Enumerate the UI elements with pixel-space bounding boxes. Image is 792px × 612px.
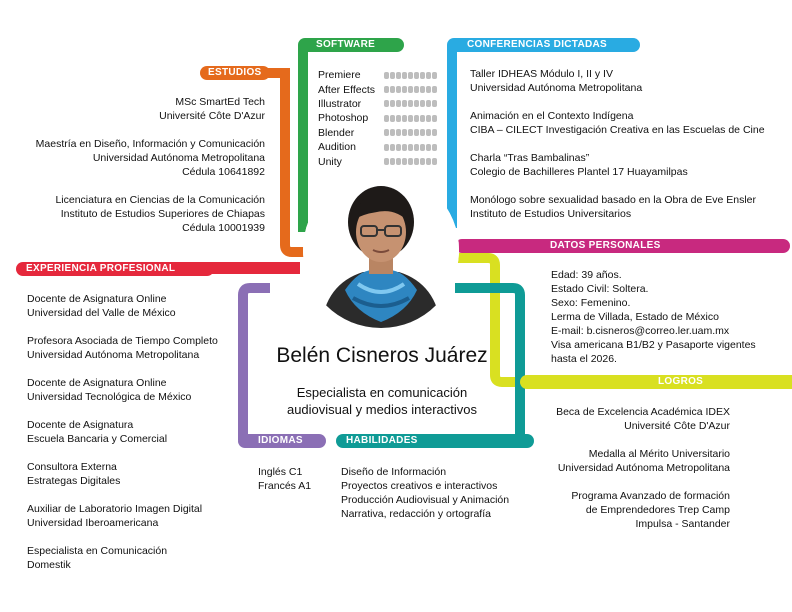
skill-level-bar [384,144,437,151]
experiencia-item: Docente de Asignatura Online Universidad Tecnológica de México [27,377,192,403]
software-row [318,154,437,168]
software-name: Photoshop [318,112,369,125]
skill-dot [408,158,413,165]
skill-level-bar [384,100,437,107]
skill-dot [384,115,389,122]
skill-dot [402,72,407,79]
skill-dot [432,100,437,107]
skill-dot [408,72,413,79]
skill-dot [426,115,431,122]
header-idiomas: IDIOMAS [238,434,326,448]
skill-dot [390,115,395,122]
header-datos: DATOS PERSONALES [455,239,790,253]
habilidad-item: Diseño de Información [341,466,447,478]
skill-dot [420,86,425,93]
idiomas-section [258,465,311,493]
skill-dot [426,129,431,136]
skill-dot [390,158,395,165]
skill-dot [420,100,425,107]
skill-dot [396,115,401,122]
skill-dot [426,158,431,165]
experiencia-item: Auxiliar de Laboratorio Imagen Digital Universidad Iberoamericana [27,503,203,529]
header-software: SOFTWARE [298,38,404,52]
conferencia-item: Monólogo sobre sexualidad basado en la Obra de Eve Ensler Instituto de Estudios Universitarios [470,194,757,220]
software-list [318,68,437,169]
skill-dot [396,86,401,93]
profile-title: Especialista en comunicación audiovisual y medios interactivos [286,385,478,417]
experiencia-item: Profesora Asociada de Tiempo Completo Universidad Autónoma Metropolitana [27,335,218,361]
skill-level-bar [384,86,437,93]
estudios-item: MSc SmartEd Tech Université Côte D'Azur [159,96,265,122]
skill-dot [384,100,389,107]
estudios-item: Licenciatura en Ciencias de la Comunicación Instituto de Estudios Superiores de Chiapas Cédula 10001939 [55,194,265,234]
skill-dot [420,72,425,79]
conferencia-item: Taller IDHEAS Módulo I, II y IV Universidad Autónoma Metropolitana [470,68,643,94]
skill-level-bar [384,115,437,122]
portrait-illustration [303,172,459,328]
skill-dot [396,144,401,151]
skill-dot [402,100,407,107]
logro-item: Beca de Excelencia Académica IDEX Université Côte D'Azur [556,406,730,432]
skill-dot [390,144,395,151]
skill-dot [384,158,389,165]
skill-dot [396,129,401,136]
skill-dot [426,100,431,107]
datos-section: Edad: 39 años. Estado Civil: Soltera. Sexo: Femenino. Lerma de Villada, Estado de México E-mail: b.cisneros@correo.ler.uam.mx Visa americana B1/B2 y Pasaporte vigentes hasta el 2026. [551,269,756,365]
experiencia-item: Especialista en Comunicación Domestik [27,545,168,571]
skill-dot [390,129,395,136]
software-row [318,111,437,125]
skill-dot [426,72,431,79]
skill-dot [426,144,431,151]
email-text: E-mail: b.cisneros@correo.ler.uam.mx [551,325,730,337]
header-estudios: ESTUDIOS [200,66,270,80]
software-name: Audition [318,141,356,154]
habilidad-item: Producción Audiovisual y Animación [341,494,510,506]
idioma-item: Francés A1 [258,480,312,492]
skill-dot [432,115,437,122]
skill-dot [414,86,419,93]
software-row [318,82,437,96]
skill-dot [414,129,419,136]
skill-dot [414,115,419,122]
skill-dot [396,158,401,165]
skill-dot [432,144,437,151]
skill-level-bar [384,129,437,136]
skill-dot [396,72,401,79]
skill-dot [402,86,407,93]
header-conferencias: CONFERENCIAS DICTADAS [447,38,640,52]
skill-dot [432,86,437,93]
skill-dot [390,86,395,93]
logro-item: Medalla al Mérito Universitario Universidad Autónoma Metropolitana [557,448,730,474]
software-name: Premiere [318,69,361,82]
skill-dot [408,100,413,107]
skill-dot [390,72,395,79]
skill-dot [384,72,389,79]
experiencia-item: Docente de Asignatura Escuela Bancaria y Comercial [27,419,168,445]
skill-dot [384,86,389,93]
skill-dot [414,72,419,79]
software-row [318,68,437,82]
conferencias-section [470,67,765,235]
logros-section [556,405,730,545]
experiencia-item: Consultora Externa Estrategas Digitales [27,461,121,487]
skill-dot [408,144,413,151]
experiencia-section [27,292,218,586]
conferencia-item: Charla “Tras Bambalinas” Colegio de Bachilleres Plantel 17 Huayamilpas [470,152,688,178]
software-name: After Effects [318,83,375,96]
skill-level-bar [384,72,437,79]
experiencia-item: Docente de Asignatura Online Universidad del Valle de México [27,293,176,319]
skill-dot [402,144,407,151]
header-logros: LOGROS [520,375,792,389]
header-experiencia: EXPERIENCIA PROFESIONAL [16,262,214,276]
skill-dot [402,158,407,165]
profile-photo [303,172,459,328]
skill-dot [408,129,413,136]
software-name: Illustrator [318,97,362,110]
skill-dot [420,158,425,165]
estudios-item: Maestría en Diseño, Información y Comunicación Universidad Autónoma Metropolitana Cédula 10641892 [35,138,265,178]
skill-dot [414,158,419,165]
skill-dot [432,72,437,79]
skill-dot [432,129,437,136]
habilidades-section [341,465,509,521]
skill-dot [396,100,401,107]
profile-name: Belén Cisneros Juárez [276,344,488,367]
skill-dot [408,115,413,122]
skill-dot [420,144,425,151]
software-row [318,140,437,154]
skill-dot [420,115,425,122]
skill-dot [414,144,419,151]
conferencia-item: Animación en el Contexto Indígena CIBA – CILECT Investigación Creativa en las Escuelas de Cine [470,110,765,136]
estudios-section [36,95,265,249]
skill-dot [384,129,389,136]
skill-level-bar [384,158,437,165]
habilidad-item: Proyectos creativos e interactivos [341,480,498,492]
skill-dot [384,144,389,151]
software-row [318,126,437,140]
software-name: Unity [318,155,342,168]
skill-dot [420,129,425,136]
header-habilidades: HABILIDADES [336,434,534,448]
software-name: Blender [318,126,355,139]
habilidad-item: Narrativa, redacción y ortografía [341,508,491,520]
skill-dot [408,86,413,93]
software-row [318,97,437,111]
skill-dot [432,158,437,165]
logro-item: Programa Avanzado de formación de Emprendedores Trep Camp Impulsa - Santander [571,490,730,530]
idioma-item: Inglés C1 [258,466,303,478]
skill-dot [402,129,407,136]
skill-dot [426,86,431,93]
skill-dot [414,100,419,107]
skill-dot [390,100,395,107]
skill-dot [402,115,407,122]
